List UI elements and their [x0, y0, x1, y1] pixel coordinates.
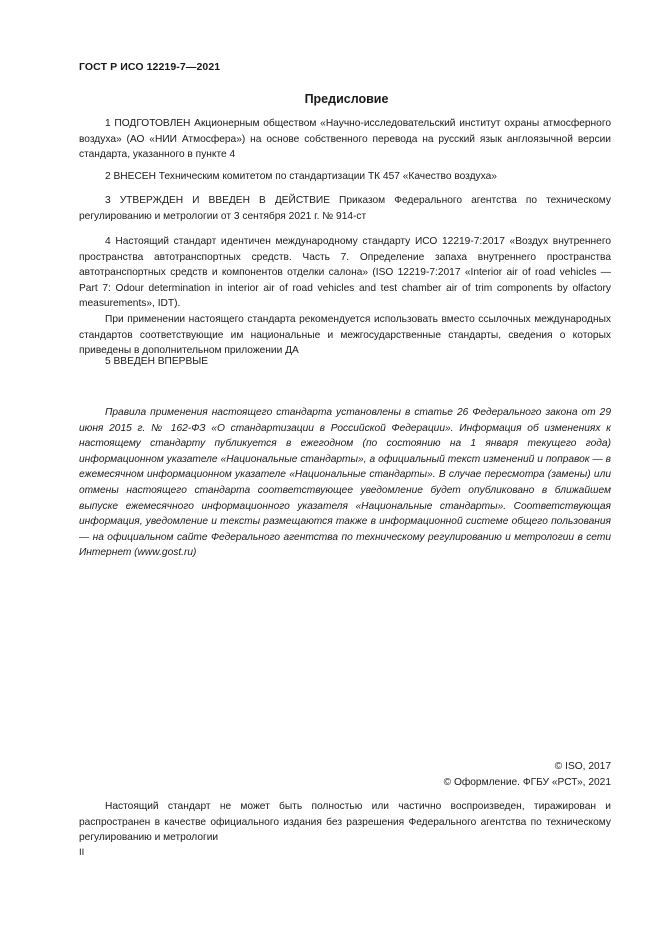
- reproduction-notice: [79, 799, 611, 846]
- item-3-text: 3 УТВЕРЖДЕН И ВВЕДЕН В ДЕЙСТВИЕ Приказом Федерального агентства по техническому регулированию и метрологии от 3 сентября 2021 г. № 914-ст: [79, 195, 611, 222]
- copyright-iso: © ISO, 2017: [554, 761, 611, 772]
- item-4: [79, 234, 611, 359]
- item-5-text: 5 ВВЕДЕН ВПЕРВЫЕ: [105, 356, 209, 367]
- rules-notice-text: Правила применения настоящего стандарта установлены в статье 26 Федерального закона от 29 июня 2015 г. № 162-ФЗ «О стандартизации в Российской Федерации». Информация об изменениях к настоящему стандарту публикуется в ежегодном (по состоянию на 1 января текущего года) информационном указателе «Национальные стандарты», а официальный текст изменений и поправок — в ежемесячном информационном указателе «Национальные стандарты». В случае пересмотра (замены) или отмены настоящего стандарта соответствующее уведомление будет опубликовано в ближайшем выпуске ежемесячного информационного указателя «Национальные стандарты». Соответствующая информация, уведомление и тексты размещаются также в информационной системе общего пользования — на официальном сайте Федерального агентства по техническому регулированию и метрологии в сети Интернет (www.gost.ru): [79, 407, 611, 559]
- item-2: [79, 169, 611, 185]
- document-code: ГОСТ Р ИСО 12219-7—2021: [79, 61, 221, 73]
- page-title: Предисловие: [304, 92, 389, 106]
- reproduction-notice-text: Настоящий стандарт не может быть полностью или частично воспроизведен, тиражирован и распространен в качестве официального издания без разрешения Федерального агентства по техническому регулированию и метрологии: [79, 801, 611, 844]
- item-2-text: 2 ВНЕСЕН Техническим комитетом по стандартизации ТК 457 «Качество воздуха»: [105, 171, 497, 182]
- item-3: [79, 193, 611, 224]
- item-5: [79, 354, 611, 370]
- copyright-design: © Оформление. ФГБУ «РСТ», 2021: [443, 776, 611, 788]
- item-4-text: 4 Настоящий стандарт идентичен международному стандарту ИСО 12219-7:2017 «Воздух внутреннего пространства автотранспортных средств. Часть 7. Определение запаха внутреннего пространства автотранспортных средств и компонентов отделки салона» (ISO 12219-7:2017 «Interior air of road vehicles — Part 7: Odour determination in interior air of road vehicles and test chamber air of trim components by olfactory measurements», IDT).: [79, 236, 611, 310]
- page-number: II: [79, 847, 85, 858]
- item-4-note: При применении настоящего стандарта рекомендуется использовать вместо ссылочных международных стандартов соответствующие им национальные и межгосударственные стандарты, сведения о которых приведены в дополнительном приложении ДА: [79, 313, 611, 357]
- rules-notice: [79, 405, 611, 561]
- copyright-block: [444, 759, 611, 790]
- item-1: [79, 116, 611, 163]
- item-1-text: 1 ПОДГОТОВЛЕН Акционерным обществом «Научно-исследовательский институт охраны атмосферного воздуха» (АО «НИИ Атмосфера») на основе собственного перевода на русский язык англоязычной версии стандарта, указанного в пункте 4: [79, 118, 611, 161]
